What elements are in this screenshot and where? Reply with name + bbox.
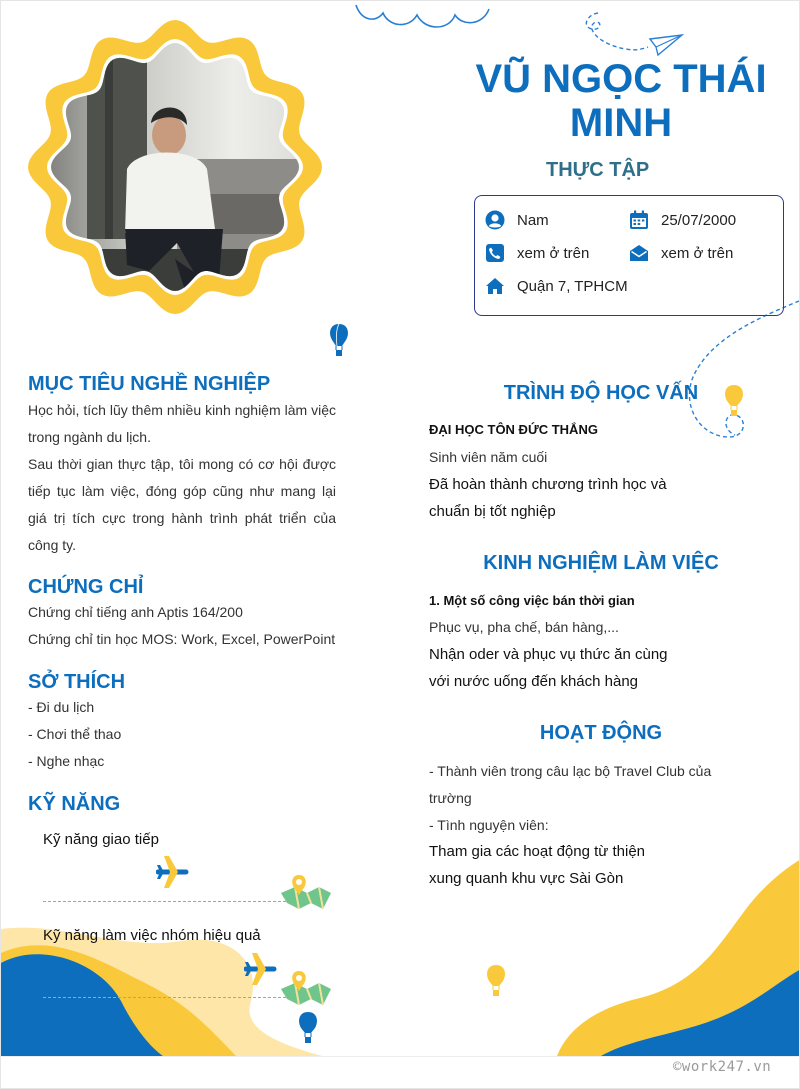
candidate-name: VŨ NGỌC THÁI MINH (475, 57, 767, 145)
contact-box (474, 195, 784, 316)
certificate-item: Chứng chỉ tin học MOS: Work, Excel, PowerPoint (28, 631, 336, 647)
email-row (629, 243, 733, 263)
activity-line: - Tình nguyện viên: (429, 817, 549, 833)
objective-heading: MỤC TIÊU NGHỀ NGHIỆP (28, 373, 271, 395)
skills-heading: KỸ NĂNG (28, 793, 121, 815)
avatar (27, 19, 323, 315)
email-icon (629, 243, 649, 263)
hot-air-balloon-icon (485, 964, 507, 998)
dashed-trail (681, 297, 800, 447)
hot-air-balloon-icon (328, 323, 350, 359)
gender-value: Nam (517, 211, 549, 229)
activity-line: - Thành viên trong câu lạc bộ Travel Club của (429, 763, 712, 779)
experience-line: với nước uống đến khách hàng (429, 673, 639, 690)
skill-progress-track (43, 901, 301, 902)
certificate-item: Chứng chỉ tiếng anh Aptis 164/200 (28, 604, 243, 620)
education-status: Sinh viên năm cuối (429, 449, 548, 465)
home-icon (485, 276, 505, 296)
gender-row (485, 210, 549, 230)
hobby-item: - Chơi thể thao (28, 726, 122, 742)
certificates-heading: CHỨNG CHỈ (28, 576, 144, 598)
objective-paragraph-2: Sau thời gian thực tập, tôi mong có cơ hội được tiếp tục làm việc, đóng góp cũng như mang lại giá trị tích cực trong hành trình phát triển của công ty. (28, 456, 336, 553)
watermark: ©work247.vn (673, 1059, 772, 1075)
airplane-icon (244, 951, 278, 987)
calendar-icon (629, 210, 649, 230)
hobbies-heading: SỞ THÍCH (28, 671, 126, 693)
education-line: chuẩn bị tốt nghiệp (429, 503, 556, 520)
paper-plane-icon (576, 5, 686, 61)
address-row (485, 276, 628, 296)
phone-icon (485, 243, 505, 263)
birthday-value: 25/07/2000 (661, 211, 737, 229)
user-icon (485, 210, 505, 230)
map-pin-icon (279, 971, 333, 1007)
activities-heading: HOẠT ĐỘNG (539, 722, 663, 744)
skill-progress-track (43, 997, 301, 998)
experience-line: Nhận oder và phục vụ thức ăn cùng (429, 646, 668, 663)
activity-line: xung quanh khu vực Sài Gòn (429, 870, 624, 887)
activity-line: Tham gia các hoạt động từ thiện (429, 843, 646, 860)
experience-job-title: 1. Một số công việc bán thời gian (429, 593, 635, 608)
address-value: Quận 7, TPHCM (517, 277, 628, 295)
hobby-item: - Nghe nhạc (28, 753, 105, 769)
experience-duties: Phục vụ, pha chế, bán hàng,... (429, 619, 619, 635)
experience-heading: KINH NGHIỆM LÀM VIỆC (483, 552, 719, 574)
email-value: xem ở trên (661, 244, 734, 262)
phone-value: xem ở trên (517, 244, 590, 262)
birthday-row (629, 210, 736, 230)
map-pin-icon (279, 875, 333, 911)
position-title: THỰC TẬP (546, 159, 650, 181)
cloud-icon (351, 1, 501, 35)
activity-line: trường (429, 790, 472, 806)
skill-label: Kỹ năng làm việc nhóm hiệu quả (43, 927, 261, 944)
education-heading: TRÌNH ĐỘ HỌC VẤN (503, 382, 699, 404)
skill-label: Kỹ năng giao tiếp (43, 831, 159, 848)
wave-decoration-right (556, 859, 800, 1059)
airplane-icon (156, 854, 190, 890)
phone-row (485, 243, 589, 263)
hobby-item: - Đi du lịch (28, 699, 95, 715)
education-school: ĐẠI HỌC TÔN ĐỨC THẮNG (429, 422, 598, 437)
education-line: Đã hoàn thành chương trình học và (429, 476, 667, 493)
objective-paragraph-1: Học hỏi, tích lũy thêm nhiều kinh nghiệm làm việc trong ngành du lịch. (28, 402, 336, 445)
hot-air-balloon-icon (297, 1011, 319, 1045)
